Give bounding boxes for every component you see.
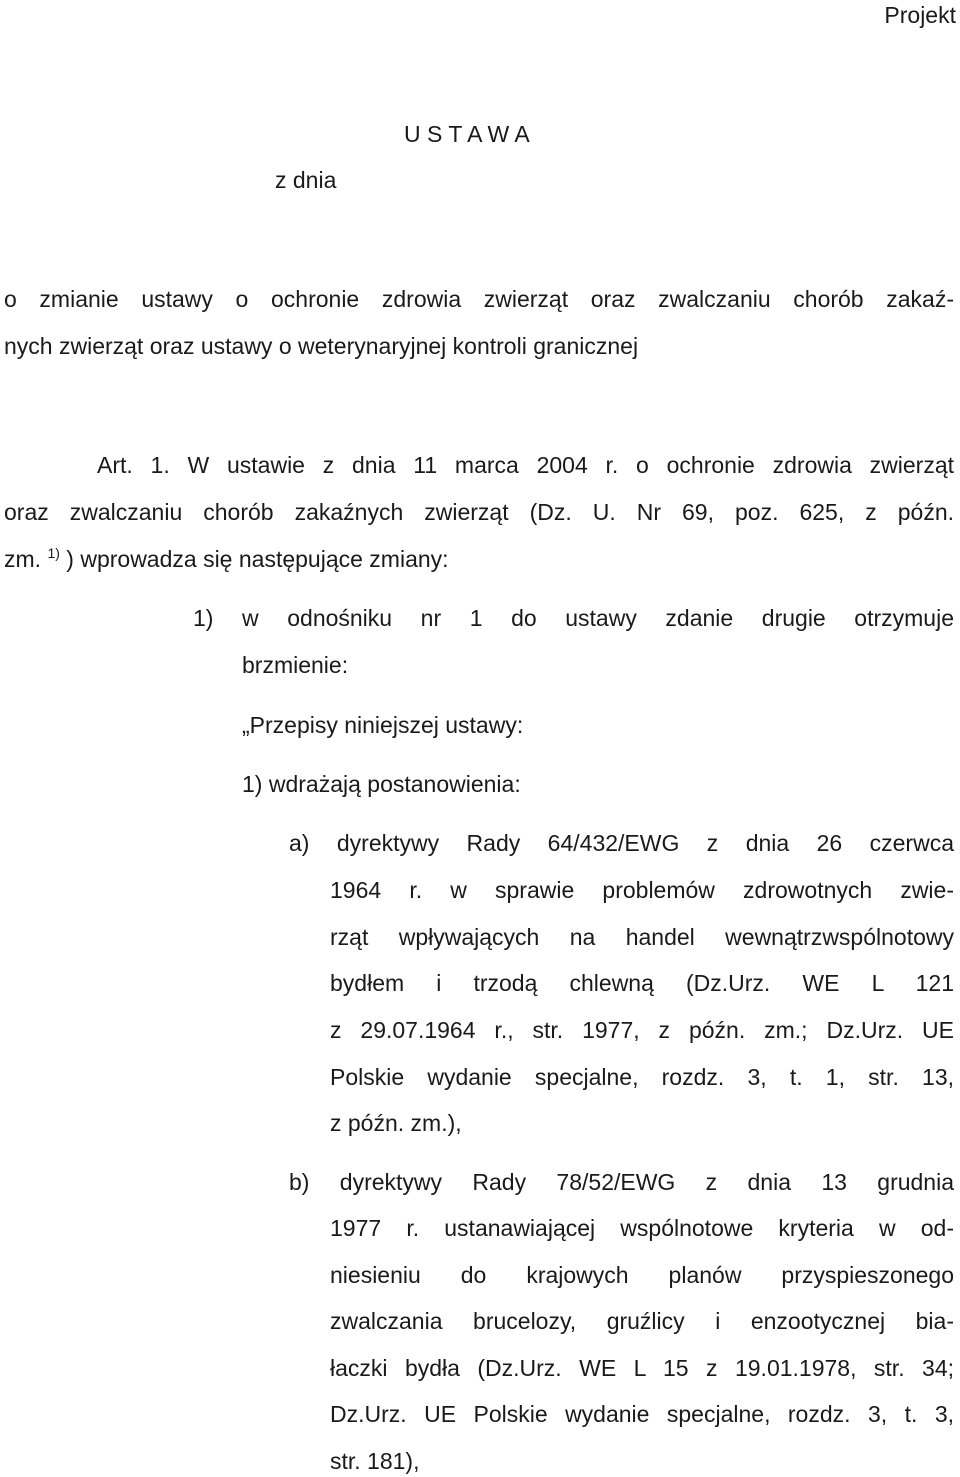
article-1-line-1: Art. 1. W ustawie z dnia 11 marca 2004 r. o ochronie zdrowia zwierząt bbox=[97, 452, 954, 478]
sub-a-line-1: a) dyrektywy Rady 64/432/EWG z dnia 26 czerwca bbox=[289, 830, 954, 856]
sub-b-line-5: łaczki bydła (Dz.Urz. WE L 15 z 19.01.1978, str. 34; bbox=[330, 1355, 954, 1381]
act-title: U S T A W A bbox=[404, 121, 530, 147]
quote-intro: „Przepisy niniejszej ustawy: bbox=[242, 712, 524, 738]
sub-b-line-2: 1977 r. ustanawiającej wspólnotowe kryteria w od- bbox=[330, 1215, 954, 1241]
article-1-line-3 bbox=[4, 544, 449, 574]
sub-a-line-5: z 29.07.1964 r., str. 1977, z późn. zm.; Dz.Urz. UE bbox=[330, 1017, 954, 1043]
footnote-reference: 1) bbox=[47, 545, 60, 561]
sub-b-line-3: niesieniu do krajowych planów przyspieszonego bbox=[330, 1262, 954, 1288]
article-1-line-2: oraz zwalczaniu chorób zakaźnych zwierząt (Dz. U. Nr 69, poz. 625, z późn. bbox=[4, 499, 954, 525]
sub-a-line-3: rząt wpływających na handel wewnątrzwspólnotowy bbox=[330, 924, 954, 950]
article-1-zm: zm. bbox=[4, 546, 42, 572]
sub-a-line-2: 1964 r. w sprawie problemów zdrowotnych zwie- bbox=[330, 877, 954, 903]
subject-line-1: o zmianie ustawy o ochronie zdrowia zwierząt oraz zwalczaniu chorób zakaź- bbox=[4, 286, 954, 312]
subject-line-2: nych zwierząt oraz ustawy o weterynaryjnej kontroli granicznej bbox=[4, 333, 639, 359]
sub-b-line-7: str. 181), bbox=[330, 1448, 420, 1474]
item-1-line-2: brzmienie: bbox=[242, 652, 349, 678]
article-1-line-3-rest: ) wprowadza się następujące zmiany: bbox=[66, 546, 449, 572]
sub-a-line-4: bydłem i trzodą chlewną (Dz.Urz. WE L 121 bbox=[330, 970, 954, 996]
sub-b-line-4: zwalczania brucelozy, gruźlicy i enzootycznej bia- bbox=[330, 1308, 954, 1334]
sub-b-line-6: Dz.Urz. UE Polskie wydanie specjalne, rozdz. 3, t. 3, bbox=[330, 1401, 954, 1427]
draft-label: Projekt bbox=[884, 2, 956, 28]
quote-point-1: 1) wdrażają postanowienia: bbox=[242, 771, 521, 797]
sub-a-line-7: z późn. zm.), bbox=[330, 1110, 462, 1136]
sub-a-line-6: Polskie wydanie specjalne, rozdz. 3, t. 1, str. 13, bbox=[330, 1064, 954, 1090]
sub-b-line-1: b) dyrektywy Rady 78/52/EWG z dnia 13 grudnia bbox=[289, 1169, 954, 1195]
act-date: z dnia bbox=[275, 167, 337, 193]
item-1-line-1: 1) w odnośniku nr 1 do ustawy zdanie drugie otrzymuje bbox=[193, 605, 954, 631]
